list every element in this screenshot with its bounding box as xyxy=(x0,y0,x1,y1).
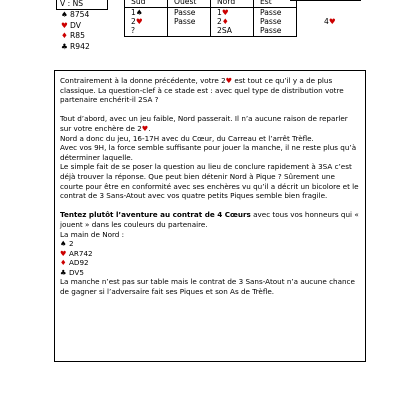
heart-icon: ♥ xyxy=(328,17,336,26)
diamond-icon: ♦ xyxy=(61,31,68,41)
paragraph: La manche n’est pas sur table mais le contrat de 3 Sans-Atout n’a aucune chance de gagner si l’adversaire fait ses Piques et son As de Trèfle. xyxy=(60,277,355,297)
diamond-icon: ♦ xyxy=(221,17,229,26)
bid-header: Ouest xyxy=(168,0,211,8)
hand-cards: R942 xyxy=(70,41,90,51)
bidding-table xyxy=(124,0,297,37)
bid-text: Passe xyxy=(174,8,196,17)
spade-icon: ♠ xyxy=(60,239,67,249)
hand-row-hearts xyxy=(56,21,108,32)
text: . xyxy=(148,123,151,133)
hand-cards: AD92 xyxy=(69,258,89,268)
answer-bid xyxy=(324,17,336,27)
bid-text: 2 xyxy=(217,17,222,26)
bid-text: 1 xyxy=(131,8,136,17)
hand-row-spades xyxy=(56,10,108,21)
spade-icon: ♠ xyxy=(61,10,68,19)
emphasis-text: Tentez plutôt l’aventure au contrat de 4 Cœurs xyxy=(60,210,251,220)
hand-cards: R85 xyxy=(70,31,85,41)
vulnerability-header: V : NS xyxy=(56,0,108,10)
paragraph: La main de Nord : xyxy=(60,229,125,239)
hand-diagram xyxy=(56,0,108,52)
bid-text: 1 xyxy=(217,8,222,17)
answer-box xyxy=(290,0,361,41)
north-hand-spades xyxy=(60,239,360,249)
paragraph: Le simple fait de se poser la question au lieu de conclure rapidement à 3SA c’est déjà trouver la réponse. Que peut bien détenir Nord à Pique ? Sûrement une courte pour être en conformité avec ses enchères vu qu’il a décrit un bicolore et le contrat de 3 Sans-Atout avec vos quatre petits Piques semble bien fragile. xyxy=(60,162,359,201)
bid-text: Passe xyxy=(260,26,282,35)
bid-text: Passe xyxy=(260,17,282,26)
heart-icon: ♥ xyxy=(61,20,68,30)
text: Contrairement à la donne précédente, votre 2 xyxy=(60,76,226,85)
heart-icon: ♥ xyxy=(60,248,67,258)
bid-text: ? xyxy=(131,26,136,35)
club-icon: ♣ xyxy=(60,267,67,277)
text: est tout ce qu’il y a de plus classique. La question-clef à ce stade est : avec quel type de distribution votre partenaire enchérit-il 2SA ? xyxy=(60,76,344,105)
paragraph xyxy=(60,114,360,133)
north-hand-hearts xyxy=(60,249,360,259)
bid-header: Nord xyxy=(211,0,254,8)
hand-cards: DV5 xyxy=(69,267,84,277)
north-hand-diamonds xyxy=(60,258,360,268)
text: avec tous vos honneurs qui « jouent » dans les couleurs du partenaire. xyxy=(60,210,359,229)
bid-text: Passe xyxy=(174,17,196,26)
paragraph: Avec vos 9H, la force semble suffisante pour jouer la manche, il ne reste plus qu’à déterminer laquelle. xyxy=(60,143,357,162)
paragraph xyxy=(60,76,360,105)
bid-text: Passe xyxy=(260,8,282,17)
heart-icon: ♥ xyxy=(135,17,143,26)
bid-text: 4 xyxy=(324,17,329,26)
hand-cards: AR742 xyxy=(69,248,93,258)
club-icon: ♣ xyxy=(61,41,68,51)
hand-cards: 2 xyxy=(69,239,74,249)
hand-row-diamonds xyxy=(56,31,108,42)
heart-icon: ♥ xyxy=(141,123,149,133)
bid-column-ouest xyxy=(168,8,211,37)
heart-icon: ♥ xyxy=(221,8,229,17)
paragraph: Nord a donc du jeu, 16-17H avec du Cœur, du Carreau et l’arrêt Trèfle. xyxy=(60,133,314,143)
bid-text: 2SA xyxy=(217,26,232,35)
north-hand-clubs xyxy=(60,268,360,278)
text: Tout d’abord, avec un jeu faible, Nord passerait. Il n’a aucune raison de reparler sur votre enchère de 2 xyxy=(60,114,348,133)
heart-icon: ♥ xyxy=(225,76,233,85)
diamond-icon: ♦ xyxy=(60,258,67,268)
bid-header: Sud xyxy=(125,0,168,8)
bid-column-nord xyxy=(211,8,254,37)
hand-row-clubs xyxy=(56,42,108,53)
hand-cards: 8754 xyxy=(70,10,90,19)
bid-header: Est xyxy=(254,0,297,8)
hand-cards: DV xyxy=(70,20,81,30)
divider xyxy=(290,0,361,1)
spade-icon: ♠ xyxy=(135,8,143,17)
paragraph xyxy=(60,210,360,229)
commentary-box xyxy=(54,70,366,362)
bid-column-sud xyxy=(125,8,168,37)
bid-text: 2 xyxy=(131,17,136,26)
